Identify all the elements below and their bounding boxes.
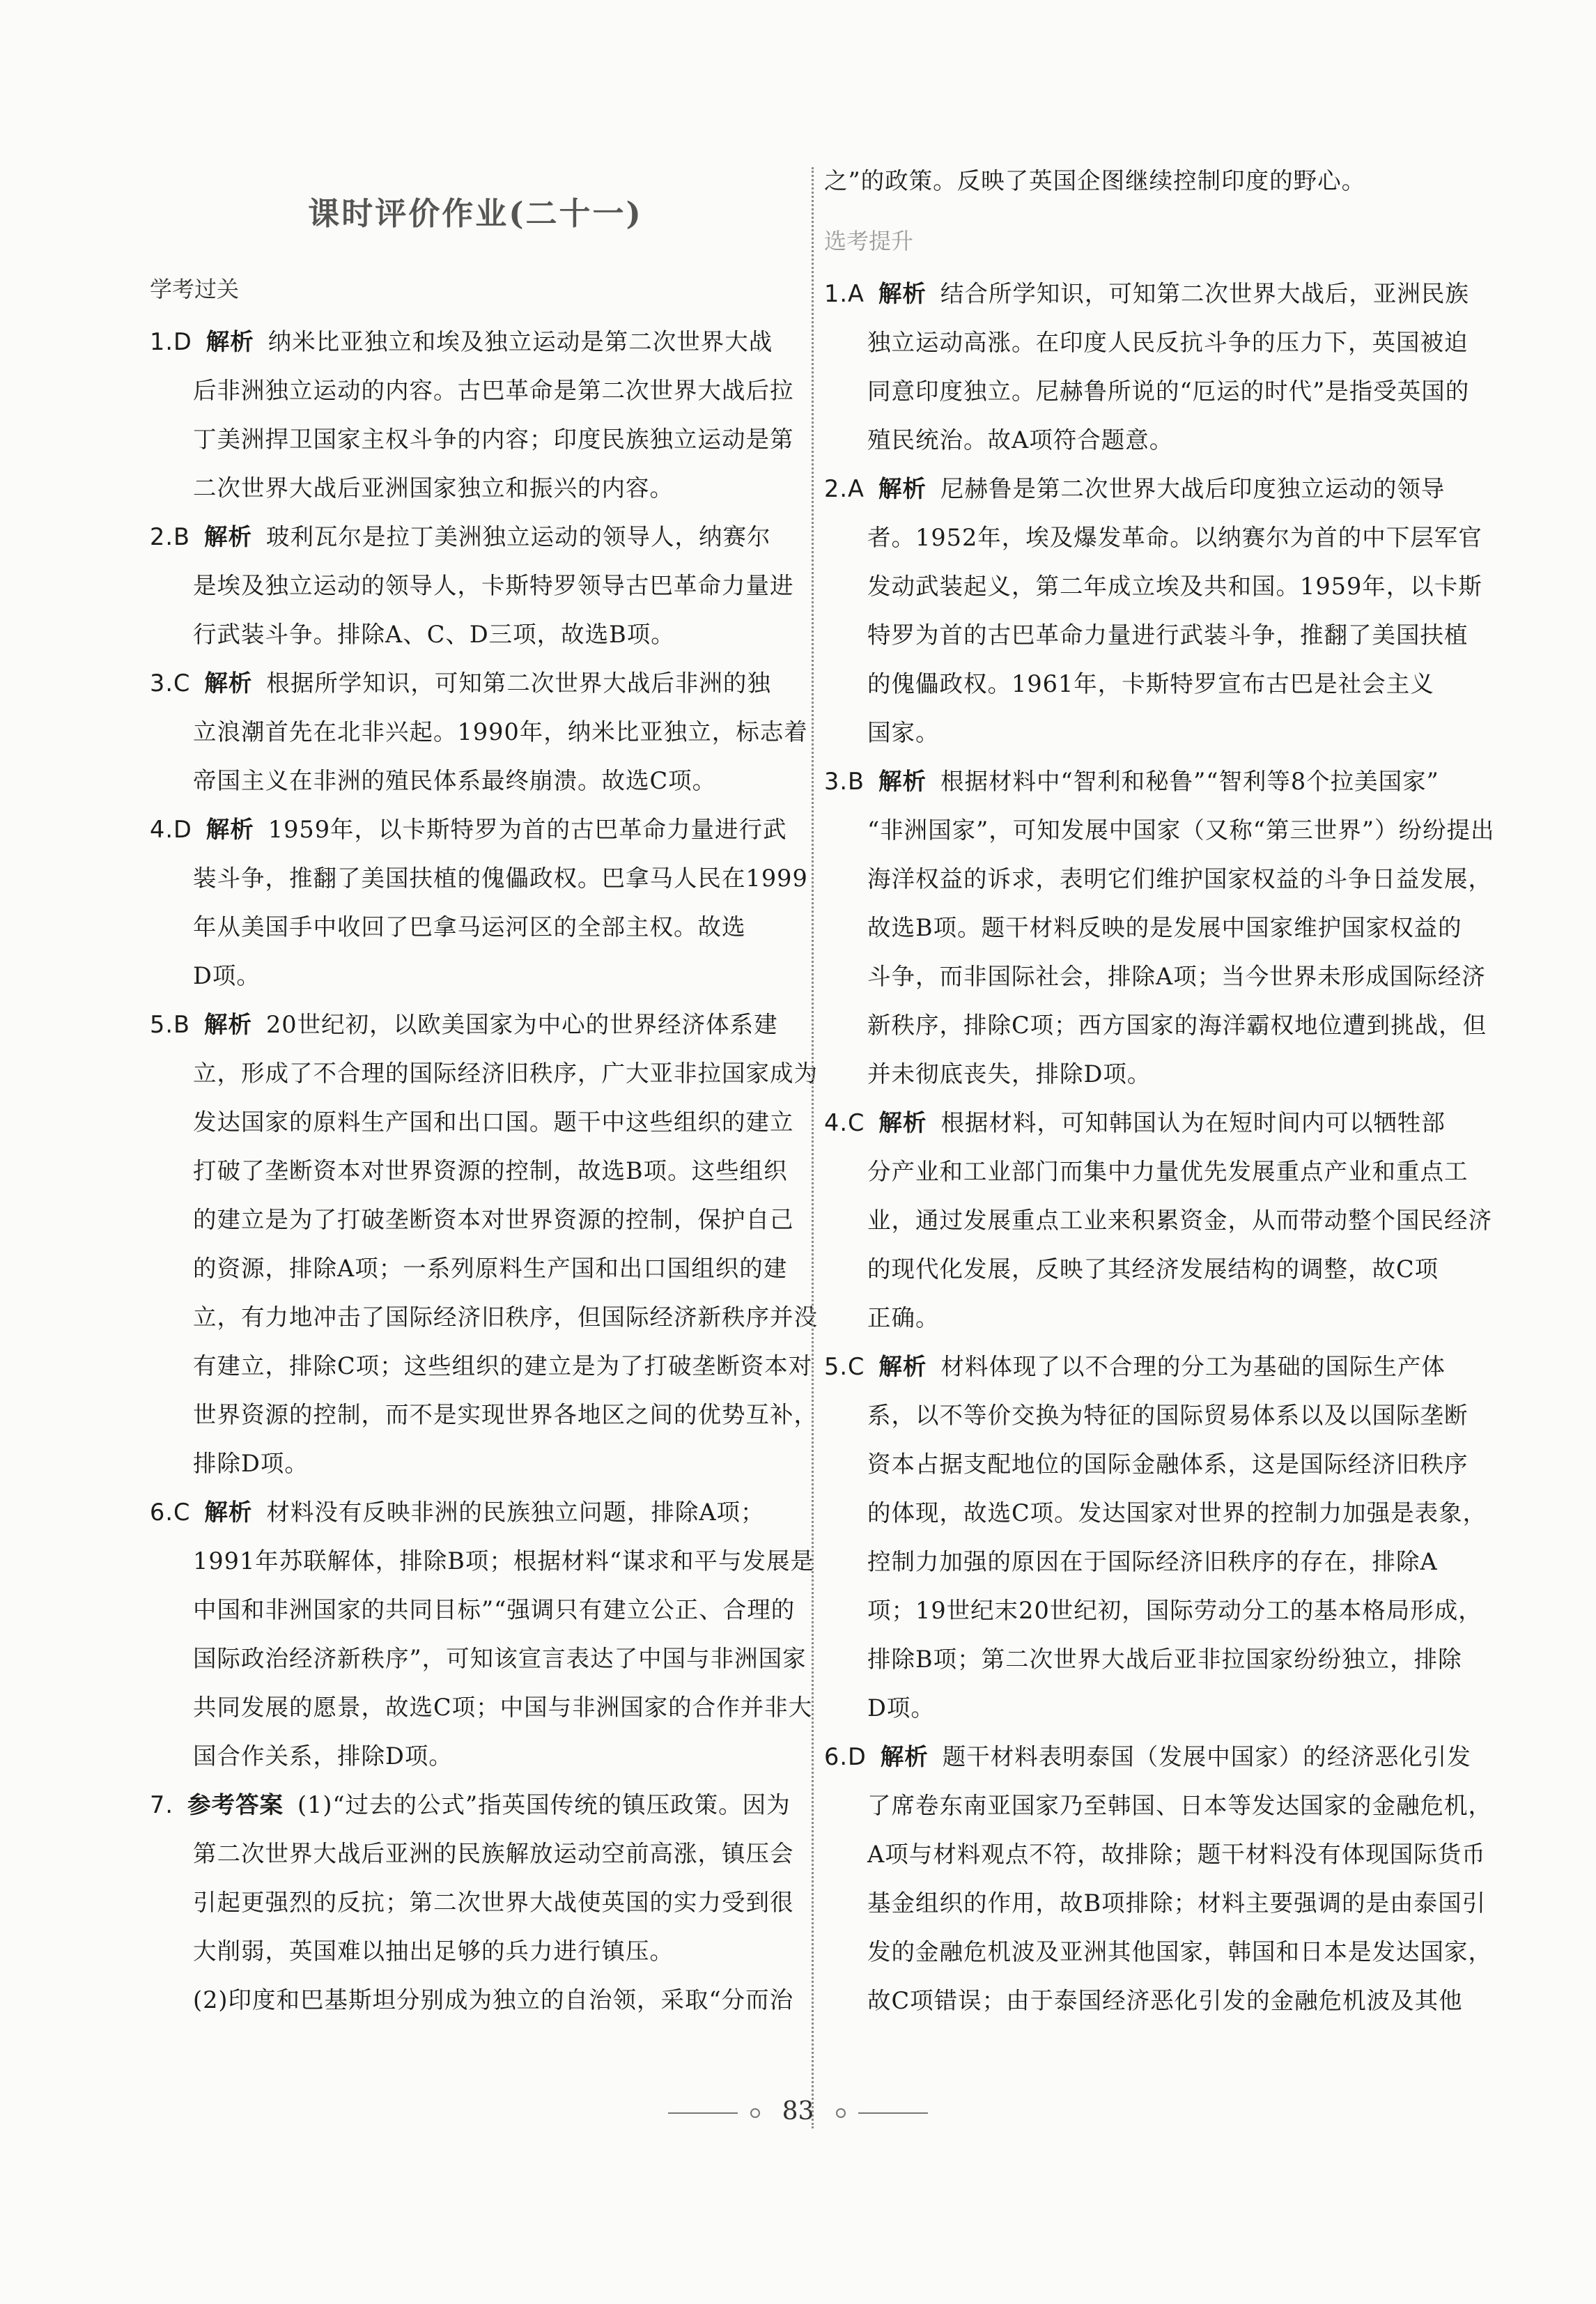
answer-item (824, 465, 1493, 757)
answer-text: 并未彻底丧失，排除D项。 (867, 1060, 1152, 1088)
answer-line (824, 1099, 1493, 1147)
footer-rule-left (668, 2112, 738, 2114)
answer-text: 排除B项；第二次世界大战后亚非拉国家纷纷独立，排除 (867, 1646, 1462, 1673)
answer-line (824, 513, 1493, 562)
answer-text: 的现代化发展，反映了其经济发展结构的调整，故C项 (867, 1255, 1439, 1283)
answer-text: 1991年苏联解体，排除B项；根据材料“谋求和平与发展是 (193, 1547, 814, 1575)
footer-dot-right (836, 2108, 846, 2118)
page-number: 83 (782, 2097, 814, 2126)
answer-text: 正确。 (867, 1304, 940, 1331)
answer-text: 国家。 (867, 719, 940, 746)
answer-line (824, 1538, 1493, 1586)
answer-text: 中国和非洲国家的共同目标”“强调只有建立公正、合理的 (193, 1596, 796, 1623)
answer-text: 材料体现了以不合理的分工为基础的国际生产体 (940, 1353, 1446, 1380)
answer-line (824, 270, 1493, 318)
answer-text: 年从美国手中收回了巴拿马运河区的全部主权。故选 (193, 913, 746, 941)
answer-text: A项与材料观点不符，故排除；题干材料没有体现国际货币 (867, 1841, 1486, 1868)
answer-line (150, 854, 808, 903)
answer-text: 殖民统治。故A项符合题意。 (867, 426, 1174, 454)
answer-text: 装斗争，推翻了美国扶植的傀儡政权。巴拿马人民在1999 (193, 865, 808, 892)
section-heading-xuekao: 学考过关 (150, 276, 240, 302)
answer-text: 引起更强烈的反抗；第二次世界大战使英国的实力受到很 (193, 1889, 794, 1916)
answer-line (824, 611, 1493, 660)
answer-line (150, 1342, 813, 1391)
answer-text: 材料没有反映非洲的民族独立问题，排除A项； (266, 1499, 765, 1526)
answer-line (824, 1440, 1493, 1489)
answer-text: 排除D项。 (193, 1450, 309, 1477)
answer-line (824, 1147, 1493, 1196)
answer-line (824, 1635, 1493, 1684)
answer-text: “非洲国家”，可知发展中国家（又称“第三世界”）纷纷提出 (867, 817, 1495, 844)
answer-line (824, 465, 1493, 513)
answer-keyword: 解析 (878, 475, 927, 502)
answer-text: 的体现，故选C项。发达国家对世界的控制力加强是表象， (867, 1499, 1487, 1526)
footer-dot-left (750, 2108, 760, 2118)
answer-line (824, 1879, 1493, 1928)
answer-line (150, 464, 801, 513)
answer-number: 3.C (150, 670, 191, 697)
answer-number: 1.D (150, 328, 192, 355)
answer-text: 基金组织的作用，故B项排除；材料主要强调的是由泰国引 (867, 1889, 1487, 1917)
answer-line (824, 1391, 1493, 1440)
answer-line (150, 562, 801, 610)
answer-line (824, 1245, 1493, 1294)
answer-text: 丁美洲捍卫国家主权斗争的内容；印度民族独立运动是第 (193, 426, 794, 453)
answer-text: 发达国家的原料生产国和出口国。题干中这些组织的建立 (193, 1108, 794, 1136)
answer-item (824, 1733, 1493, 2025)
answer-line (824, 367, 1493, 416)
answer-line (150, 1147, 801, 1196)
answer-line (824, 660, 1493, 709)
answer-line (824, 1196, 1493, 1245)
answer-text: 国际政治经济新秩序”，可知该宣言表达了中国与非洲国家 (193, 1645, 807, 1672)
answer-text: 1959年，以卡斯特罗为首的古巴革命力量进行武 (268, 816, 787, 843)
answer-item (824, 757, 1493, 1099)
answer-item (150, 659, 808, 805)
answer-item (824, 1099, 1493, 1343)
answer-text: 故C项错误；由于泰国经济恶化引发的金融危机波及其他 (867, 1987, 1463, 2014)
answer-text: 帝国主义在非洲的殖民体系最终崩溃。故选C项。 (193, 767, 717, 794)
answer-text: 玻利瓦尔是拉丁美洲独立运动的领导人，纳赛尔 (265, 523, 771, 550)
answer-text: 20世纪初，以欧美国家为中心的世界经济体系建 (265, 1011, 778, 1038)
answer-text: 斗争，而非国际社会，排除A项；当今世界未形成国际经济 (867, 963, 1486, 990)
answer-line (150, 952, 801, 1000)
answer-item (150, 805, 808, 1000)
answer-line (150, 1196, 801, 1244)
answer-text: 分产业和工业部门而集中力量优先发展重点产业和重点工 (867, 1158, 1469, 1185)
answer-text: 立，形成了不合理的国际经济旧秩序，广大亚非拉国家成为 (193, 1060, 818, 1087)
page-title: 课时评价作业(二十一) (308, 195, 643, 232)
answer-number: 7. (150, 1791, 173, 1818)
answer-line (824, 562, 1493, 611)
answer-text: 了席卷东南亚国家乃至韩国、日本等发达国家的金融危机， (867, 1792, 1492, 1819)
answer-text: 资本占据支配地位的国际金融体系，这是国际经济旧秩序 (867, 1451, 1469, 1478)
footer-rule-right (858, 2112, 928, 2114)
answer-text: 根据材料中“智利和秘鲁”“智利等8个拉美国家” (940, 768, 1439, 795)
left-answer-list (150, 318, 818, 2025)
answer-line (150, 1537, 814, 1586)
answer-line (150, 1293, 818, 1342)
left-column (150, 160, 818, 2025)
answer-keyword: 解析 (878, 1353, 927, 1380)
answer-line (824, 1001, 1493, 1050)
answer-keyword: 参考答案 (187, 1791, 284, 1818)
answer-line (824, 1489, 1493, 1538)
answer-text: 有建立，排除C项；这些组织的建立是为了打破垄断资本对 (193, 1352, 813, 1379)
answer-text: 大削弱，英国难以抽出足够的兵力进行镇压。 (193, 1938, 674, 1965)
answer-item (150, 1781, 801, 2025)
answer-line (150, 610, 801, 659)
page-footer (0, 2097, 1596, 2126)
answer-line (150, 318, 801, 366)
answer-text: 项；19世纪末20世纪初，国际劳动分工的基本格局形成， (867, 1597, 1482, 1624)
answer-line (824, 1928, 1493, 1977)
answer-line (150, 1098, 801, 1147)
answer-text: D项。 (867, 1694, 935, 1722)
answer-line (824, 1294, 1493, 1343)
column-divider (812, 167, 814, 2128)
answer-text: 世界资源的控制，而不是实现世界各地区之间的优势互补， (193, 1401, 818, 1428)
answer-text: D项。 (193, 962, 261, 989)
answer-text: 独立运动高涨。在印度人民反抗斗争的压力下，英国被迫 (867, 329, 1469, 356)
answer-item (150, 318, 801, 513)
answer-text: 发的金融危机波及亚洲其他国家，韩国和日本是发达国家， (867, 1938, 1492, 1965)
answer-number: 2.A (824, 475, 865, 502)
answer-text: 发动武装起义，第二年成立埃及共和国。1959年，以卡斯 (867, 573, 1482, 600)
answer-line (150, 805, 801, 854)
answer-text: 特罗为首的古巴革命力量进行武装斗争，推翻了美国扶植 (867, 621, 1469, 649)
answer-line (150, 1927, 801, 1976)
answer-line (824, 952, 1493, 1001)
answer-line (824, 1050, 1493, 1099)
answer-line (150, 1830, 801, 1878)
answer-text: 故选B项。题干材料反映的是发展中国家维护国家权益的 (867, 914, 1462, 941)
answer-text: 根据材料，可知韩国认为在短时间内可以牺牲部 (940, 1109, 1446, 1136)
answer-text: 控制力加强的原因在于国际经济旧秩序的存在，排除A (867, 1548, 1438, 1575)
answer-text: 的建立是为了打破垄断资本对世界资源的控制，保护自己 (193, 1206, 794, 1233)
answer-line (150, 1391, 818, 1439)
answer-text: 后非洲独立运动的内容。古巴革命是第二次世界大战后拉 (193, 377, 794, 404)
answer-keyword: 解析 (878, 768, 927, 795)
answer-text: 纳米比亚独立和埃及独立运动是第二次世界大战 (268, 328, 773, 355)
answer-line (824, 1733, 1493, 1781)
answer-text: 的资源，排除A项；一系列原料生产国和出口国组织的建 (193, 1255, 788, 1282)
answer-line (150, 659, 801, 708)
answer-line (824, 1684, 1493, 1733)
answer-number: 6.C (150, 1499, 191, 1526)
answer-line (150, 1488, 801, 1537)
answer-line (824, 1343, 1493, 1391)
answer-keyword: 解析 (206, 816, 254, 843)
answer-line (824, 318, 1493, 367)
answer-keyword: 解析 (878, 280, 927, 307)
answer-keyword: 解析 (204, 1499, 253, 1526)
answer-line (150, 757, 801, 805)
answer-item (150, 1000, 818, 1488)
answer-line (824, 1586, 1493, 1635)
answer-line (150, 708, 808, 757)
answer-line (150, 1781, 801, 1830)
answer-item (150, 1488, 814, 1781)
answer-line (824, 855, 1493, 904)
answer-keyword: 解析 (206, 328, 254, 355)
answer-keyword: 解析 (203, 523, 252, 550)
section-heading-xuankao: 选考提升 (824, 228, 914, 254)
answer-text: 业，通过发展重点工业来积累资金，从而带动整个国民经济 (867, 1207, 1492, 1234)
answer-number: 1.A (824, 280, 865, 307)
answer-line (150, 513, 801, 562)
answer-line (824, 904, 1493, 952)
answer-line (150, 1244, 801, 1293)
answer-text: 打破了垄断资本对世界资源的控制，故选B项。这些组织 (193, 1157, 788, 1184)
answer-line (150, 903, 801, 952)
continuation-line: 之”的政策。反映了英国企图继续控制印度的野心。 (824, 167, 1366, 194)
answer-line (150, 1878, 801, 1927)
answer-text: (1)“过去的公式”指英国传统的镇压政策。因为 (297, 1791, 791, 1818)
answer-line (824, 1977, 1493, 2025)
answer-number: 4.D (150, 816, 192, 843)
answer-text: 立，有力地冲击了国际经济旧秩序，但国际经济新秩序并没 (193, 1304, 818, 1331)
answer-text: 立浪潮首先在北非兴起。1990年，纳米比亚独立，标志着 (193, 718, 808, 745)
answer-text: 二次世界大战后亚洲国家独立和振兴的内容。 (193, 474, 674, 502)
answer-text: 题干材料表明泰国（发展中国家）的经济恶化引发 (942, 1743, 1471, 1770)
answer-text: 海洋权益的诉求，表明它们维护国家权益的斗争日益发展， (867, 865, 1492, 892)
answer-text: 共同发展的愿景，故选C项；中国与非洲国家的合作并非大 (193, 1694, 813, 1721)
answer-text: 第二次世界大战后亚洲的民族解放运动空前高涨，镇压会 (193, 1840, 794, 1867)
answer-line (150, 1634, 807, 1683)
answer-number: 5.B (150, 1011, 190, 1038)
answer-number: 5.C (824, 1353, 865, 1380)
answer-line (824, 416, 1493, 465)
answer-text: 新秩序，排除C项；西方国家的海洋霸权地位遭到挑战，但 (867, 1012, 1487, 1039)
answer-text: 是埃及独立运动的领导人，卡斯特罗领导古巴革命力量进 (193, 572, 794, 599)
answer-text: (2)印度和巴基斯坦分别成为独立的自治领，采取“分而治 (193, 1986, 794, 2013)
answer-item (150, 513, 801, 659)
answer-text: 同意印度独立。尼赫鲁所说的“厄运的时代”是指受英国的 (867, 378, 1470, 405)
answer-line (824, 1830, 1493, 1879)
answer-line (824, 1781, 1493, 1830)
answer-line (824, 709, 1493, 757)
answer-line (150, 1049, 818, 1098)
answer-number: 4.C (824, 1109, 865, 1136)
answer-item (824, 270, 1493, 465)
answer-line (150, 1000, 801, 1049)
answer-keyword: 解析 (880, 1743, 929, 1770)
answer-number: 3.B (824, 768, 865, 795)
answer-item (824, 1343, 1493, 1733)
answer-line (150, 415, 801, 464)
answer-number: 2.B (150, 523, 190, 550)
answer-line (150, 1439, 801, 1488)
answer-text: 结合所学知识，可知第二次世界大战后，亚洲民族 (940, 280, 1469, 307)
right-column (824, 157, 1493, 2025)
answer-text: 根据所学知识，可知第二次世界大战后非洲的独 (266, 670, 771, 697)
answer-line (824, 757, 1493, 806)
answer-keyword: 解析 (203, 1011, 252, 1038)
answer-text: 国合作关系，排除D项。 (193, 1742, 453, 1770)
answer-number: 6.D (824, 1743, 867, 1770)
answer-line (150, 1732, 801, 1781)
answer-line (150, 366, 801, 415)
right-answer-list (824, 270, 1493, 2025)
answer-text: 尼赫鲁是第二次世界大战后印度独立运动的领导 (940, 475, 1446, 502)
answer-text: 的傀儡政权。1961年，卡斯特罗宣布古巴是社会主义 (867, 670, 1434, 697)
answer-text: 系，以不等价交换为特征的国际贸易体系以及以国际垄断 (867, 1402, 1469, 1429)
answer-line (824, 806, 1493, 855)
answer-keyword: 解析 (878, 1109, 927, 1136)
answer-keyword: 解析 (204, 670, 253, 697)
answer-text: 行武装斗争。排除A、C、D三项，故选B项。 (193, 621, 675, 648)
answer-line (150, 1586, 801, 1634)
answer-line (150, 1976, 801, 2025)
answer-text: 者。1952年，埃及爆发革命。以纳赛尔为首的中下层军官 (867, 524, 1482, 551)
answer-line (150, 1683, 813, 1732)
